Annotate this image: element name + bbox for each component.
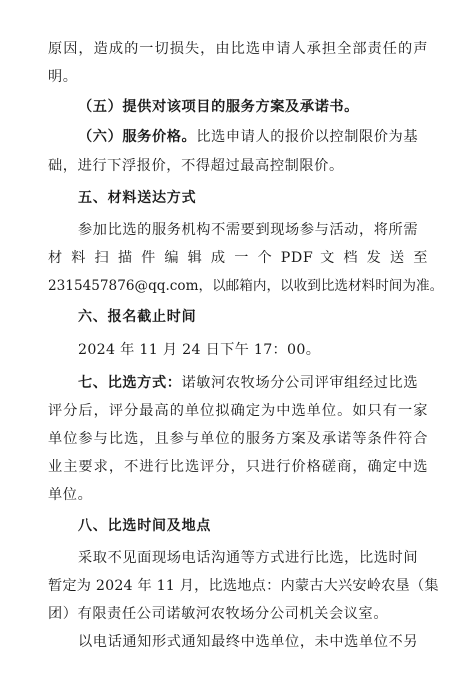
section-seven-title: 七、比选方式： <box>78 375 182 391</box>
paragraph-line: 单位。 <box>48 487 93 503</box>
paragraph-line: 材 料 扫 描 件 编 辑 成 一 个 PDF 文 档 发 送 至 <box>48 250 428 266</box>
paragraph-line: 团）有限责任公司诺敏河农牧场分公司机关会议室。 <box>48 606 389 622</box>
section-seven-line <box>78 373 428 393</box>
section-five-title: 五、材料送达方式 <box>78 190 197 206</box>
section-six-title: 六、报名截止时间 <box>78 309 197 325</box>
paragraph-line: 采取不见面现场电话沟通等方式进行比选，比选时间 <box>78 550 419 566</box>
paragraph-line: 单位参与比选，且参与单位的服务方案及承诺等条件符合 <box>48 431 428 447</box>
paragraph-line: 暂定为 2024 年 11 月，比选地点：内蒙古大兴安岭农垦（集 <box>48 578 439 594</box>
item-six-label: （六）服务价格。 <box>78 129 197 145</box>
paragraph-line: 原因，造成的一切损失，由比选申请人承担全部责任的声 <box>48 41 428 57</box>
section-eight-title: 八、比选时间及地点 <box>78 518 212 534</box>
paragraph-line: 业主要求，不进行比选评分，只进行价格磋商，确定中选 <box>48 459 428 475</box>
paragraph-line: 础，进行下浮报价，不得超过最高控制限价。 <box>48 158 344 174</box>
deadline-text: 2024 年 11 月 24 日下午 17：00。 <box>78 342 321 358</box>
item-six-line <box>78 127 428 147</box>
item-six-text: 比选申请人的报价以控制限价为基 <box>196 129 419 145</box>
paragraph-line: 参加比选的服务机构不需要到现场参与活动，将所需 <box>78 222 419 238</box>
paragraph-line: 评分后，评分最高的单位拟确定为中选单位。如只有一家 <box>48 403 428 419</box>
item-five: （五）提供对该项目的服务方案及承诺书。 <box>78 99 359 115</box>
paragraph-line: 以电话通知形式通知最终中选单位，未中选单位不另 <box>78 634 419 650</box>
paragraph-line: 2315457876@qq.com，以邮箱内，以收到比选材料时间为准。 <box>48 278 444 294</box>
section-seven-text: 诺敏河农牧场分公司评审组经过比选 <box>181 375 419 391</box>
paragraph-line: 明。 <box>48 69 78 85</box>
